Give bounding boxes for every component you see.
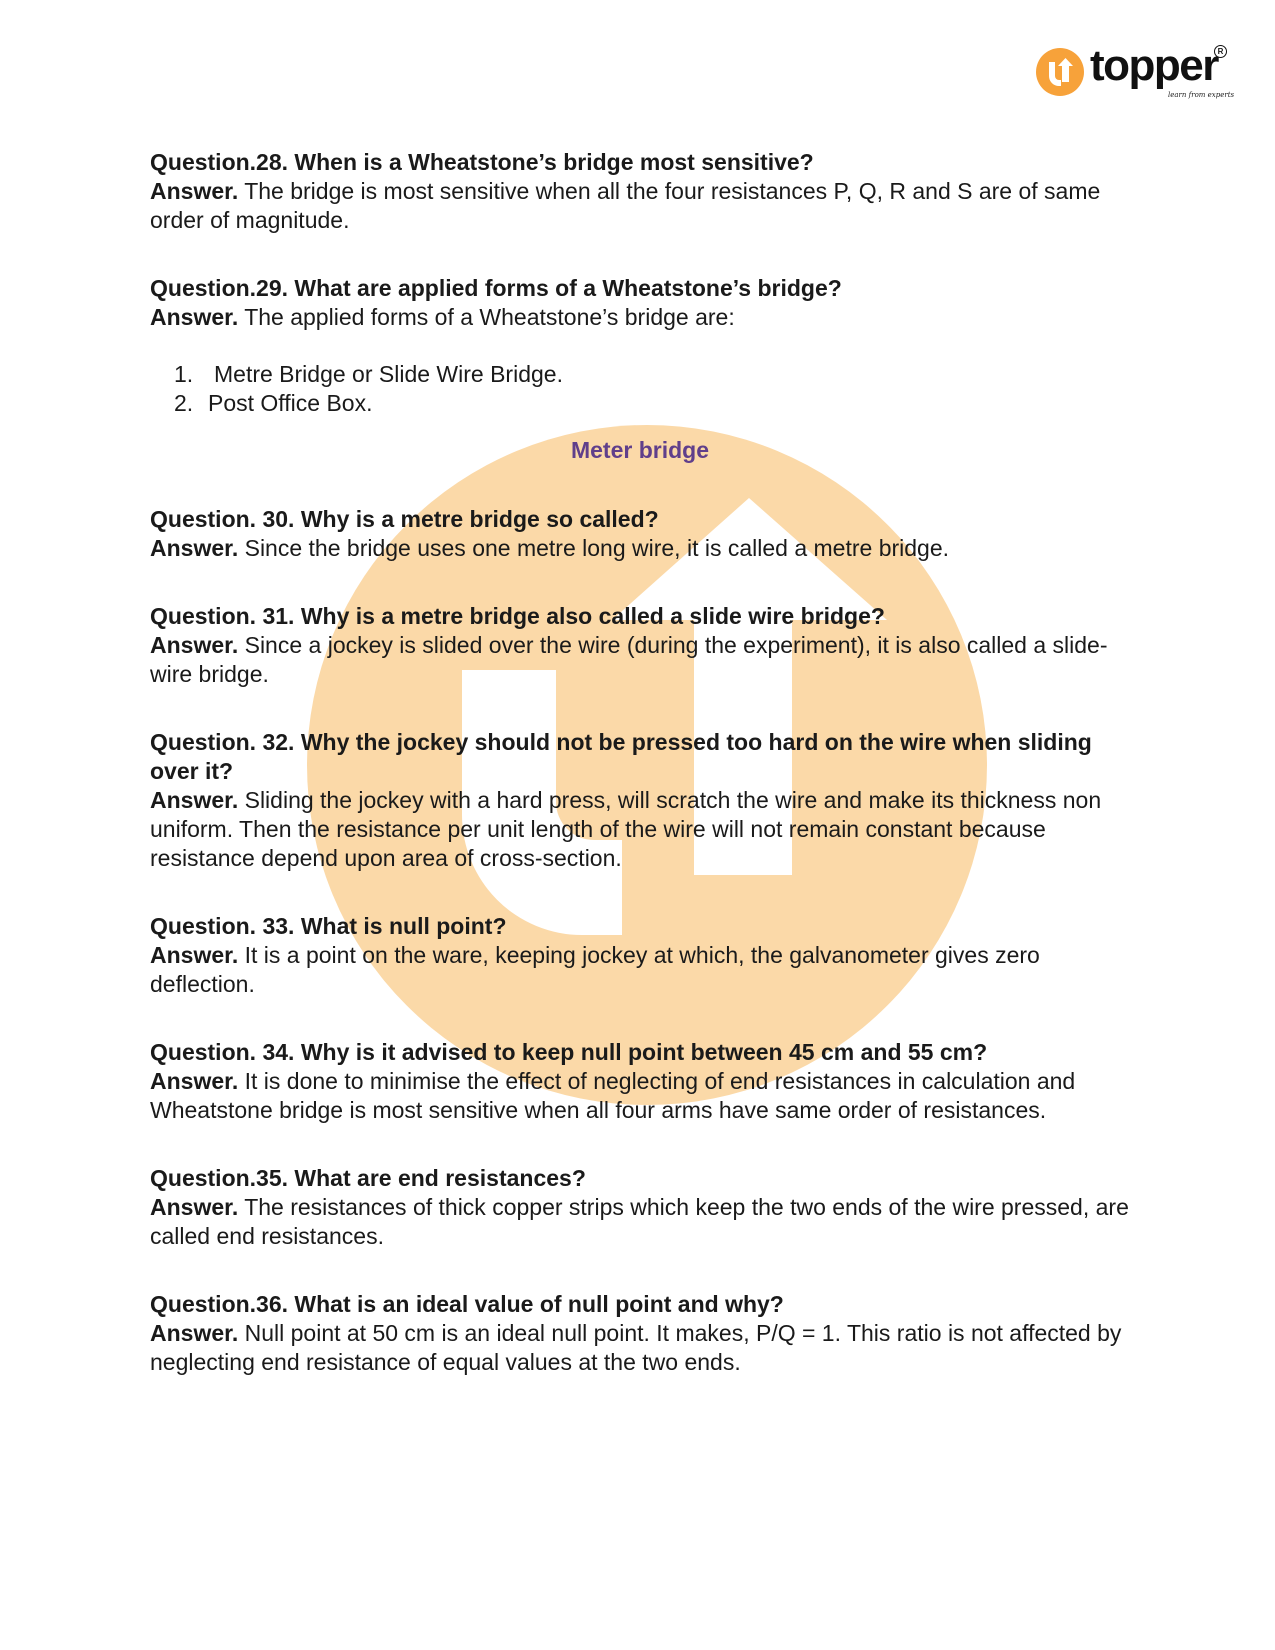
answer-33 (150, 941, 1130, 999)
applied-forms-list (150, 360, 1130, 418)
qa-33 (150, 912, 1130, 999)
list-number: 2. (174, 390, 194, 416)
answer-text: It is a point on the ware, keeping jockey at which, the galvanometer gives zero deflection. (150, 942, 1040, 997)
logo-tagline: learn from experts (1168, 91, 1235, 99)
question-33: Question. 33. What is null point? (150, 913, 507, 939)
question-28: Question.28. When is a Wheatstone’s bridge most sensitive? (150, 149, 814, 175)
answer-label: Answer. (150, 1320, 239, 1346)
list-item (174, 389, 1130, 418)
answer-text: Null point at 50 cm is an ideal null point. It makes, P/Q = 1. This ratio is not affected by neglecting end resistance of equal values at the two ends. (150, 1320, 1122, 1375)
question-32: Question. 32. Why the jockey should not be pressed too hard on the wire when sliding over it? (150, 729, 1092, 784)
qa-35 (150, 1164, 1130, 1251)
answer-label: Answer. (150, 535, 239, 561)
answer-text: Since a jockey is slided over the wire (during the experiment), it is also called a slide- wire bridge. (150, 632, 1108, 687)
answer-28 (150, 177, 1130, 235)
list-text: Post Office Box. (208, 390, 373, 416)
answer-text: The bridge is most sensitive when all the four resistances P, Q, R and S are of same order of magnitude. (150, 178, 1101, 233)
logo-circle-icon (1036, 48, 1084, 96)
list-text: Metre Bridge or Slide Wire Bridge. (214, 361, 563, 387)
question-34: Question. 34. Why is it advised to keep null point between 45 cm and 55 cm? (150, 1039, 988, 1065)
answer-34 (150, 1067, 1130, 1125)
qa-32 (150, 728, 1130, 873)
answer-text: The applied forms of a Wheatstone’s bridge are: (244, 304, 735, 330)
registered-mark: R (1214, 45, 1227, 58)
answer-text: The resistances of thick copper strips which keep the two ends of the wire pressed, are called end resistances. (150, 1194, 1129, 1249)
answer-29 (150, 303, 1130, 332)
document-body (150, 148, 1130, 1416)
answer-label: Answer. (150, 1068, 239, 1094)
question-30: Question. 30. Why is a metre bridge so called? (150, 506, 659, 532)
question-29: Question.29. What are applied forms of a Wheatstone’s bridge? (150, 275, 842, 301)
qa-30 (150, 505, 1130, 563)
list-number: 1. (174, 361, 194, 387)
answer-label: Answer. (150, 304, 239, 330)
answer-31 (150, 631, 1130, 689)
answer-text: Since the bridge uses one metre long wire, it is called a metre bridge. (244, 535, 950, 561)
answer-36 (150, 1319, 1130, 1377)
qa-29 (150, 274, 1130, 418)
question-35: Question.35. What are end resistances? (150, 1165, 586, 1191)
question-36: Question.36. What is an ideal value of null point and why? (150, 1291, 784, 1317)
answer-text: It is done to minimise the effect of neglecting of end resistances in calculation and Wheatstone bridge is most sensitive when all four arms have same order of resistances. (150, 1068, 1076, 1123)
qa-36 (150, 1290, 1130, 1377)
qa-34 (150, 1038, 1130, 1125)
answer-label: Answer. (150, 178, 239, 204)
qa-28 (150, 148, 1130, 235)
answer-label: Answer. (150, 787, 239, 813)
section-title: Meter bridge (570, 437, 710, 463)
answer-text: Sliding the jockey with a hard press, will scratch the wire and make its thickness non uniform. Then the resistance per unit length of the wire will not remain constant because resistance depend upon area of cross-section. (150, 787, 1102, 871)
answer-35 (150, 1193, 1130, 1251)
logo-brand-text: topper (1090, 41, 1218, 90)
answer-label: Answer. (150, 1194, 239, 1220)
answer-label: Answer. (150, 632, 239, 658)
answer-30 (150, 534, 1130, 563)
question-31: Question. 31. Why is a metre bridge also called a slide wire bridge? (150, 603, 885, 629)
topper-logo (1036, 41, 1236, 105)
list-item (174, 360, 1130, 389)
answer-label: Answer. (150, 942, 239, 968)
answer-32 (150, 786, 1130, 873)
qa-31 (150, 602, 1130, 689)
